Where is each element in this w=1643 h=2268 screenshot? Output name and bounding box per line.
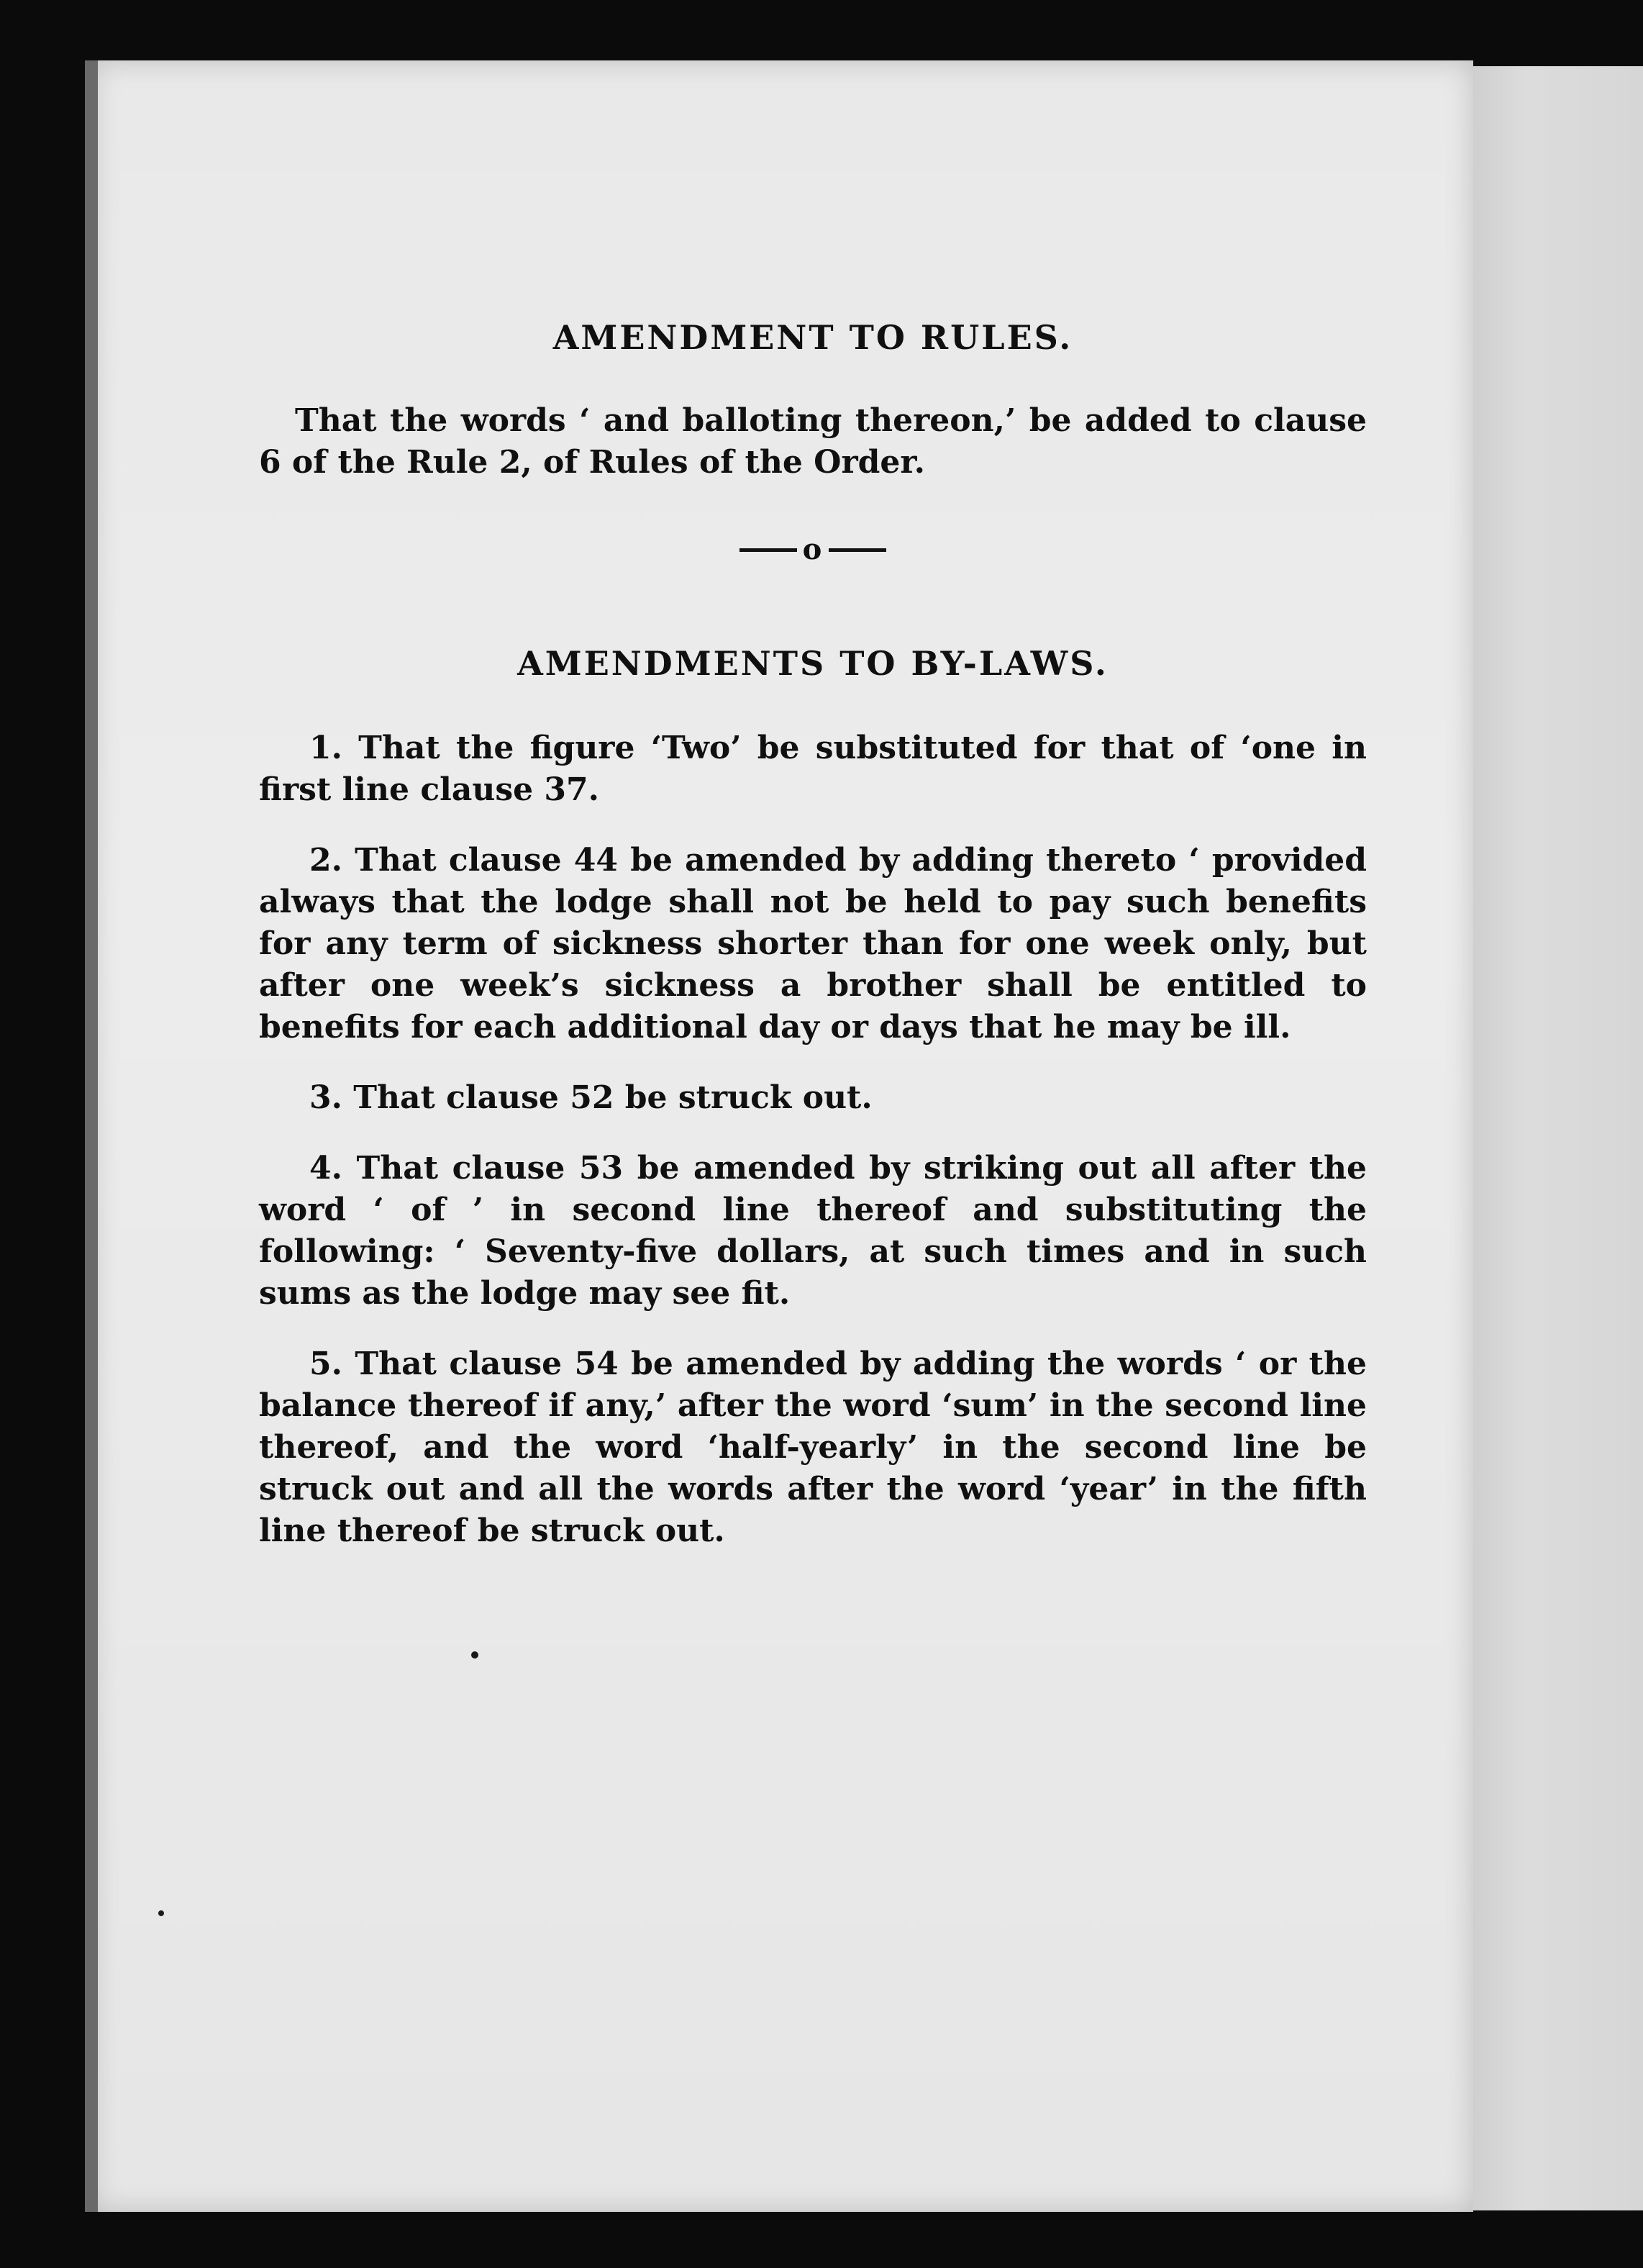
divider-mark: o — [802, 532, 824, 566]
rules-amendment-text: That the words ‘ and balloting thereon,’ be added to clause 6 of the Rule 2, of Rules of the Order. — [259, 402, 1367, 481]
ink-speck — [158, 1910, 164, 1916]
section-divider — [259, 527, 1367, 571]
amendment-item-1: 1. That the figure ‘Two’ be substituted for that of ‘one in first line clause 37. — [259, 730, 1367, 808]
sheet-left-edge — [85, 60, 98, 2212]
amendment-item-3: 3. That clause 52 be struck out. — [309, 1079, 873, 1116]
document-content — [259, 302, 1367, 1581]
heading-amendments-to-bylaws: AMENDMENTS TO BY-LAWS. — [517, 644, 1109, 683]
underlying-page — [1473, 66, 1643, 2210]
amendment-item-2: 2. That clause 44 be amended by adding thereto ‘ provided always that the lodge shall not be held to pay such benefits for any term of sickness shorter than for one week only, but after one week’s sickness a brother shall be entitled to benefits for each additional day or days that he may be ill. — [259, 842, 1367, 1045]
ink-speck — [471, 1651, 478, 1659]
amendment-item-5: 5. That clause 54 be amended by adding the words ‘ or the balance thereof if any,’ after the word ‘sum’ in the second line thereof, and the word ‘half-yearly’ in the second line be struck out and all the words after the word ‘year’ in the fifth line thereof be struck out. — [259, 1346, 1367, 1549]
divider-rule-right — [829, 548, 886, 552]
heading-amendment-to-rules: AMENDMENT TO RULES. — [552, 318, 1073, 357]
amendment-item-4: 4. That clause 53 be amended by striking out all after the word ‘ of ’ in second line thereof and substituting the following: ‘ Seventy-five dollars, at such times and in such sums as the lodge may see fit. — [259, 1150, 1367, 1312]
divider-rule-left — [739, 548, 797, 552]
